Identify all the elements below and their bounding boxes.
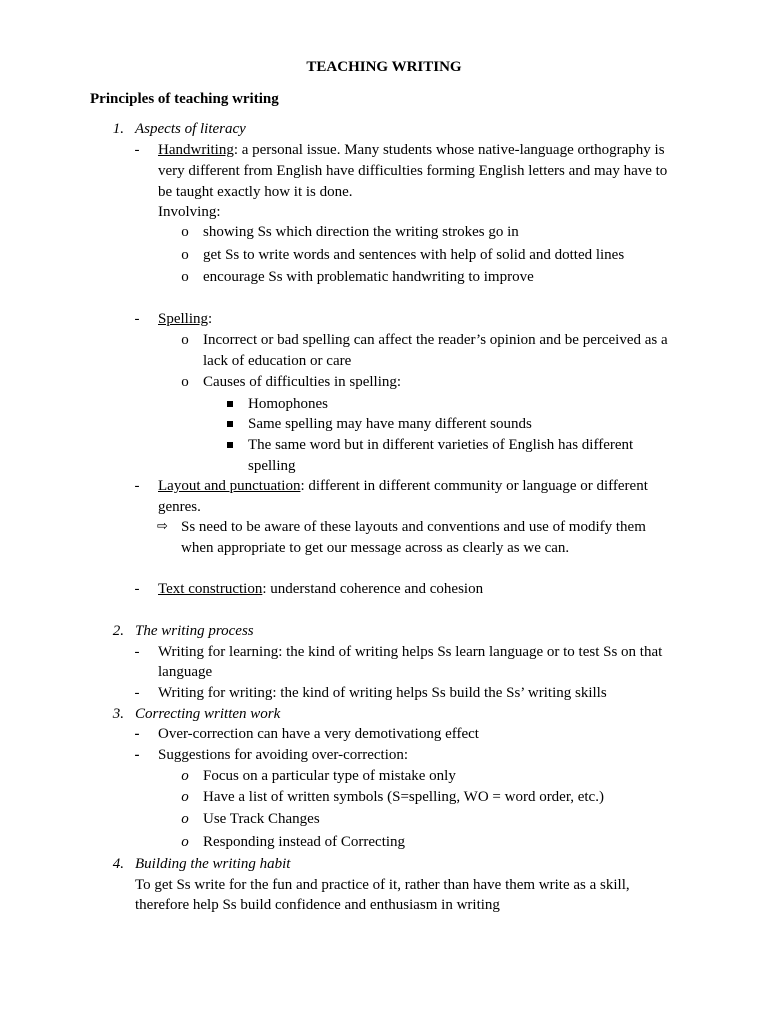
circle-bullet: o [181, 247, 189, 263]
circle-bullet: o [181, 834, 189, 850]
list-item: encourage Ss with problematic handwriting to improve [203, 269, 534, 285]
list-item: Focus on a particular type of mistake only [203, 768, 456, 784]
handwriting-text-line: be taught exactly how it is done. [158, 184, 353, 200]
paragraph-line: therefore help Ss build confidence and enthusiasm in writing [135, 897, 500, 913]
circle-bullet: o [181, 768, 189, 784]
involving-label: Involving: [158, 204, 221, 220]
list-item: Responding instead of Correcting [203, 834, 406, 850]
circle-bullet: o [181, 224, 189, 240]
layout-text: : different in different community or language or different [300, 478, 648, 494]
circle-bullet: o [181, 811, 189, 827]
square-bullet [227, 421, 233, 427]
dash-marker: - [134, 581, 140, 597]
list-item: Suggestions for avoiding over-correction: [158, 747, 409, 763]
circle-bullet: o [181, 269, 189, 285]
circle-bullet: o [181, 789, 189, 805]
layout-term: Layout and punctuation [158, 478, 301, 494]
section-number: 4. [112, 856, 124, 872]
section-number: 3. [112, 706, 124, 722]
list-item: Have a list of written symbols (S=spelling, WO = word order, etc.) [203, 789, 604, 805]
dash-marker: - [134, 685, 140, 701]
text-construction-item [158, 579, 483, 600]
list-item: Writing for writing: the kind of writing helps Ss build the Ss’ writing skills [158, 685, 607, 701]
list-item: The same word but in different varieties of English has different [248, 437, 634, 453]
list-item: showing Ss which direction the writing strokes go in [203, 224, 519, 240]
circle-bullet: o [181, 374, 189, 390]
handwriting-item [158, 140, 665, 161]
list-item: Incorrect or bad spelling can affect the reader’s opinion and be perceived as a [203, 332, 668, 348]
handwriting-text-line: very different from English have difficulties forming English letters and may have to [158, 163, 668, 179]
dash-marker: - [134, 644, 140, 660]
arrow-icon: ⇨ [157, 519, 168, 534]
circle-bullet: o [181, 332, 189, 348]
text-construction-text: : understand coherence and cohesion [262, 581, 484, 597]
spelling-term: Spelling [158, 311, 209, 327]
list-item: get Ss to write words and sentences with help of solid and dotted lines [203, 247, 625, 263]
dash-marker: - [134, 747, 140, 763]
layout-item [158, 476, 648, 497]
list-item-continued: language [158, 664, 213, 680]
paragraph-line: To get Ss write for the fun and practice of it, rather than have them write as a skill, [135, 877, 630, 893]
section-title: Building the writing habit [135, 856, 291, 872]
list-item: Homophones [248, 396, 328, 412]
section-number: 1. [112, 121, 124, 137]
dash-marker: - [134, 478, 140, 494]
list-item: Use Track Changes [203, 811, 320, 827]
arrow-item-continued: when appropriate to get our message across as clearly as we can. [181, 540, 570, 556]
layout-text-line: genres. [158, 499, 201, 515]
section-number: 2. [112, 623, 124, 639]
document-title: TEACHING WRITING [306, 59, 462, 75]
section-title: The writing process [135, 623, 254, 639]
section-heading: Principles of teaching writing [90, 91, 279, 107]
section-title: Aspects of literacy [135, 121, 246, 137]
list-item-continued: lack of education or care [203, 353, 352, 369]
list-item-continued: spelling [248, 458, 296, 474]
section-title: Correcting written work [135, 706, 281, 722]
dash-marker: - [134, 726, 140, 742]
spelling-colon: : [208, 311, 213, 327]
square-bullet [227, 442, 233, 448]
text-construction-term: Text construction [158, 581, 263, 597]
handwriting-text: : a personal issue. Many students whose native-language orthography is [233, 142, 665, 158]
square-bullet [227, 401, 233, 407]
arrow-item: Ss need to be aware of these layouts and conventions and use of modify them [181, 519, 646, 535]
handwriting-term: Handwriting [158, 142, 234, 158]
dash-marker: - [134, 311, 140, 327]
list-item: Causes of difficulties in spelling: [203, 374, 402, 390]
list-item: Same spelling may have many different sounds [248, 416, 532, 432]
list-item: Writing for learning: the kind of writing helps Ss learn language or to test Ss on that [158, 644, 663, 660]
dash-marker: - [134, 142, 140, 158]
list-item: Over-correction can have a very demotivationg effect [158, 726, 479, 742]
spelling-item [158, 309, 212, 330]
